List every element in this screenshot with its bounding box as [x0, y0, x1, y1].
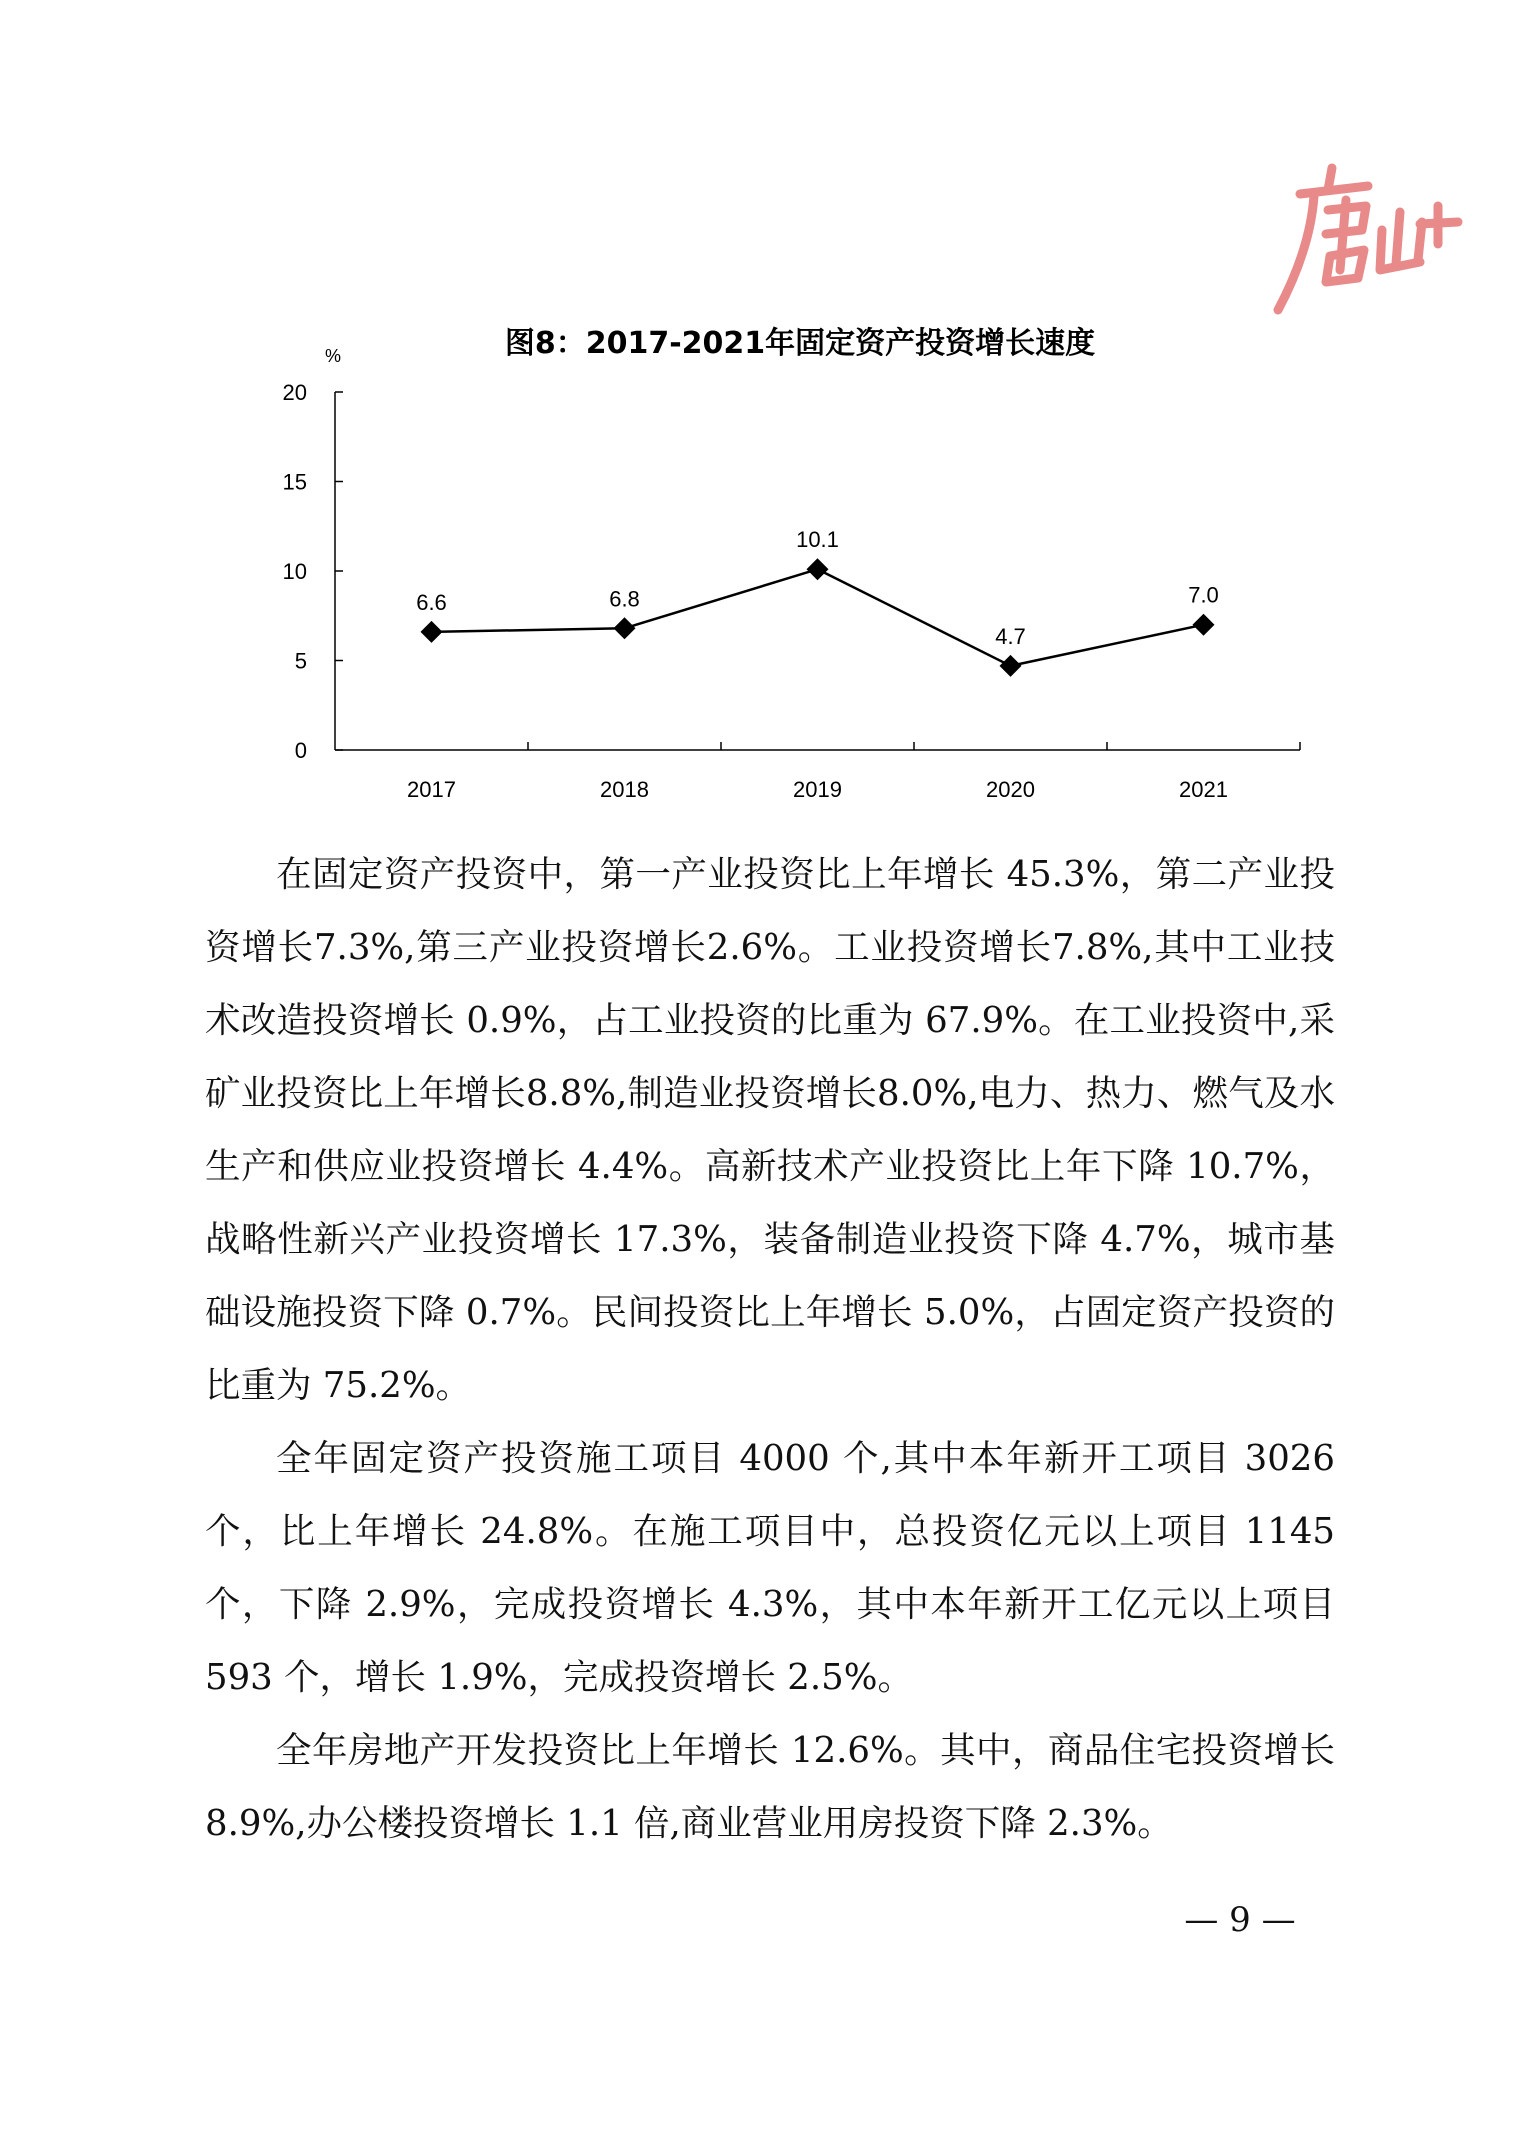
data-label: 6.8	[609, 586, 640, 612]
y-tick-label: 15	[282, 469, 307, 495]
body-text	[205, 838, 1335, 1860]
line-chart	[250, 300, 1350, 820]
chart-svg	[250, 300, 1350, 820]
x-tick-label: 2019	[793, 777, 842, 802]
x-tick-label: 2020	[986, 777, 1035, 802]
paragraph-1: 在固定资产投资中，第一产业投资比上年增长 45.3%，第二产业投资增长7.3%,第三产业投资增长2.6%。工业投资增长7.8%,其中工业技术改造投资增长 0.9%，占工业投资的比重为 67.9%。在工业投资中,采矿业投资比上年增长8.8%,制造业投资增长8.0%,电力、热力、燃气及水生产和供应业投资增长 4.4%。高新技术产业投资比上年下降 10.7%，战略性新兴产业投资增长 17.3%，装备制造业投资下降 4.7%，城市基础设施投资下降 0.7%。民间投资比上年增长 5.0%，占固定资产投资的比重为 75.2%。	[205, 854, 1335, 1406]
x-tick-label: 2018	[600, 777, 649, 802]
x-tick-label: 2021	[1179, 777, 1228, 802]
page-number: — 9 —	[1184, 1900, 1296, 1940]
y-tick-label: 0	[294, 738, 307, 763]
data-label: 6.6	[416, 589, 447, 615]
data-point-marker	[1193, 614, 1215, 636]
data-point-marker	[421, 621, 443, 643]
data-point-marker	[614, 617, 636, 639]
paragraph-2: 全年固定资产投资施工项目 4000 个,其中本年新开工项目 3026 个，比上年增长 24.8%。在施工项目中，总投资亿元以上项目 1145 个，下降 2.9%，完成投资增长 4.3%，其中本年新开工亿元以上项目 593 个，增长 1.9%，完成投资增长 2.5%。	[205, 1438, 1335, 1698]
data-point-marker	[807, 558, 829, 580]
data-label: 10.1	[796, 527, 839, 553]
y-axis-unit: %	[324, 346, 342, 366]
paragraph-3: 全年房地产开发投资比上年增长 12.6%。其中，商品住宅投资增长 8.9%,办公楼投资增长 1.1 倍,商业营业用房投资下降 2.3%。	[205, 1730, 1335, 1844]
series-line	[432, 569, 1204, 666]
y-tick-label: 20	[282, 380, 307, 405]
y-tick-label: 5	[294, 648, 307, 674]
data-label: 4.7	[995, 623, 1026, 649]
data-point-marker	[1000, 655, 1022, 677]
data-label: 7.0	[1188, 582, 1219, 608]
chart-title: 图8：2017-2021年固定资产投资增长速度	[504, 326, 1096, 361]
x-tick-label: 2017	[407, 777, 456, 802]
y-tick-label: 10	[282, 559, 307, 584]
